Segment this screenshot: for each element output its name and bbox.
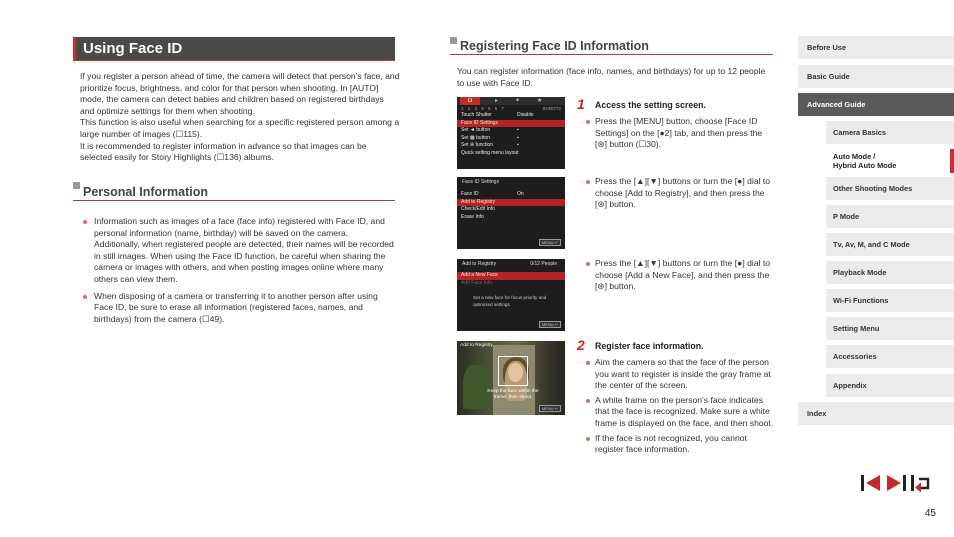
return-button[interactable] bbox=[911, 474, 931, 492]
list-item: Press the [MENU] button, choose [Face ID Settings] on the [●2] tab, and then press the [⊛] button (☐30). bbox=[586, 116, 776, 151]
section-title-registering: Registering Face ID Information bbox=[460, 39, 649, 53]
step-bullets bbox=[586, 258, 776, 296]
nav-appendix[interactable]: Appendix bbox=[826, 374, 954, 397]
star-tab-icon: ★ bbox=[537, 98, 543, 104]
menu-row: Set ▩ button ▪ bbox=[461, 134, 519, 141]
nav-wifi-functions[interactable]: Wi-Fi Functions bbox=[826, 289, 954, 312]
registering-intro: You can register information (face info, names, and birthdays) for up to 12 people to use with Face ID. bbox=[457, 66, 766, 88]
step-title: Register face information. bbox=[595, 341, 704, 351]
nav-before-use[interactable]: Before Use bbox=[798, 36, 954, 59]
list-item: When disposing of a camera or transferring it to another person after using Face ID, be sure to erase all information (registered faces, names, and birthdays) from the camera (☐49). bbox=[82, 291, 394, 326]
face-frame bbox=[498, 356, 528, 386]
intro-paragraph: This function is also useful when searching for a specific registered person among a large number of images (☐115). bbox=[80, 117, 400, 139]
camera-screen-add-to-registry bbox=[457, 259, 565, 331]
screen-note: Set a new face for focus priority and optimized settings bbox=[473, 295, 547, 308]
list-item: Aim the camera so that the face of the person you want to register is inside the gray frame at the center of the screen. bbox=[586, 357, 776, 392]
intro-paragraph: If you register a person ahead of time, the camera will detect that person’s face, and prioritize focus, brightness, and color for that person when shooting. In [AUTO] mode, the camera can detect babies and children based on registered birthdays and optimize settings for them when shooting. bbox=[80, 71, 400, 116]
camera-screen-shooting-menu bbox=[457, 97, 565, 169]
intro-text bbox=[80, 71, 400, 164]
nav-camera-basics[interactable]: Camera Basics bbox=[826, 121, 954, 144]
return-arrow-icon bbox=[911, 474, 931, 492]
menu-row: Erase Info bbox=[461, 213, 484, 220]
arrow-right-icon bbox=[886, 474, 906, 492]
menu-row: Set ⊕ function ▪ bbox=[461, 142, 519, 149]
menu-tabs bbox=[457, 97, 565, 105]
camera-screen-face-id-settings bbox=[457, 177, 565, 249]
menu-row: Check/Edit Info bbox=[461, 206, 495, 213]
nav-accessories[interactable]: Accessories bbox=[826, 345, 954, 368]
screen-caption: Add to Registry bbox=[460, 343, 493, 348]
section-underline bbox=[73, 200, 395, 201]
nav-advanced-guide[interactable]: Advanced Guide bbox=[798, 93, 954, 116]
step-bullets bbox=[586, 176, 776, 214]
camera-tab-icon: ◘ bbox=[460, 97, 480, 105]
menu-row-selected: Face ID Settings bbox=[457, 120, 565, 128]
tab-numbers: 1 2 3 4 5 6 7 SHOOT2 bbox=[461, 106, 561, 111]
menu-return-icon: MENU ↩ bbox=[539, 239, 561, 246]
next-page-button[interactable] bbox=[886, 474, 906, 492]
menu-row-selected: Add a New Face bbox=[457, 272, 565, 280]
menu-row-disabled: Add Face Info bbox=[461, 279, 493, 286]
arrow-left-icon bbox=[861, 474, 881, 492]
nav-auto-mode[interactable]: Auto Mode / Hybrid Auto Mode bbox=[826, 149, 954, 173]
section-underline bbox=[450, 54, 773, 55]
previous-page-button[interactable] bbox=[861, 474, 881, 492]
menu-row: Touch Shutter Disable bbox=[461, 112, 534, 118]
step-number: 1 bbox=[577, 96, 585, 112]
intro-paragraph: It is recommended to register information in advance so that images can be selected easily for Story Highlights (☐136) albums. bbox=[80, 140, 367, 163]
step-bullets bbox=[586, 116, 776, 154]
page-number: 45 bbox=[924, 508, 936, 519]
list-item: If the face is not recognized, you cannot register face information. bbox=[586, 433, 776, 456]
wrench-tab-icon: ✦ bbox=[515, 98, 521, 104]
screen-header: Add to Registry 0/12 People bbox=[462, 261, 557, 267]
menu-row: Set ◄ button ▪ bbox=[461, 127, 519, 134]
section-marker bbox=[73, 182, 80, 189]
step-bullets bbox=[586, 357, 776, 459]
screen-header: Face ID Settings bbox=[462, 179, 499, 185]
nav-tv-av-m-c-mode[interactable]: Tv, Av, M, and C Mode bbox=[826, 233, 954, 256]
screen-message: Keep the face within the frame, then shoot. bbox=[487, 389, 539, 400]
background-plant bbox=[463, 365, 489, 409]
step-title: Access the setting screen. bbox=[595, 100, 706, 110]
list-item: Press the [▲][▼] buttons or turn the [●] dial to choose [Add to Registry], and then press the [⊛] button. bbox=[586, 176, 776, 211]
step-number: 2 bbox=[577, 337, 585, 353]
list-item: Information such as images of a face (face info) registered with Face ID, and personal information (name, birthday) will be saved on the camera. Additionally, when registered people are detected, their names will be recorded in still images. When using the Face ID function, be careful when sharing the camera or images with others, and when posting images online where many others can view them. bbox=[82, 216, 394, 286]
nav-index[interactable]: Index bbox=[798, 402, 954, 425]
menu-row: Face ID On bbox=[461, 191, 524, 197]
camera-screen-live-view bbox=[457, 341, 565, 415]
menu-row: Quick setting menu layout bbox=[461, 149, 519, 156]
nav-other-shooting-modes[interactable]: Other Shooting Modes bbox=[826, 177, 954, 200]
section-marker bbox=[450, 37, 457, 44]
nav-setting-menu[interactable]: Setting Menu bbox=[826, 317, 954, 340]
section-title-personal-information: Personal Information bbox=[83, 185, 209, 199]
nav-playback-mode[interactable]: Playback Mode bbox=[826, 261, 954, 284]
menu-return-icon: MENU ↩ bbox=[539, 405, 561, 412]
page-title: Using Face ID bbox=[73, 37, 395, 61]
menu-return-icon: MENU ↩ bbox=[539, 321, 561, 328]
play-tab-icon: ▸ bbox=[495, 98, 499, 104]
nav-basic-guide[interactable]: Basic Guide bbox=[798, 65, 954, 88]
menu-row-selected: Add to Registry bbox=[457, 199, 565, 207]
personal-info-bullets bbox=[82, 216, 394, 330]
list-item: Press the [▲][▼] buttons or turn the [●] dial to choose [Add a New Face], and then press the [⊛] button. bbox=[586, 258, 776, 293]
nav-p-mode[interactable]: P Mode bbox=[826, 205, 954, 228]
list-item: A white frame on the person’s face indicates that the face is recognized. Make sure a white frame is displayed on the face, and then shoot. bbox=[586, 395, 776, 430]
